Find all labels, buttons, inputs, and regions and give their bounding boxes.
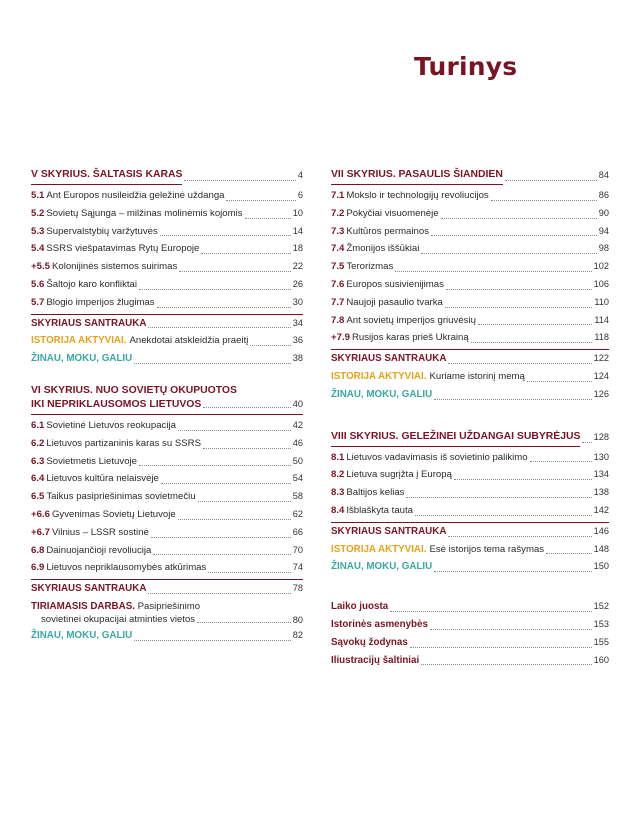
toc-left-column (31, 166, 303, 645)
appendix (331, 598, 609, 669)
summary-entry[interactable]: SKYRIAUS SANTRAUKA 122 (331, 353, 609, 365)
toc-entry[interactable]: 5.3 Supervalstybių varžytuvės 14 (31, 225, 303, 237)
aktyv-entry[interactable]: ISTORIJA AKTYVIAI. Anekdotai atskleidžia praeitį 36 (31, 335, 303, 347)
toc-entry[interactable]: 6.3 Sovietmetis Lietuvoje 50 (31, 455, 303, 467)
zinau-entry[interactable]: ŽINAU, MOKU, GALIU 150 (331, 561, 609, 573)
chapter-8 (331, 428, 609, 577)
chapter-6 (31, 384, 303, 645)
appendix-entry[interactable]: Istorinės asmenybės 153 (331, 618, 609, 630)
toc-right-column (331, 166, 609, 669)
toc-entry[interactable]: 6.8 Dainuojančioji revoliucija 70 (31, 544, 303, 556)
toc-entry[interactable]: 7.7 Naujoji pasaulio tvarka 110 (331, 296, 609, 308)
toc-entry[interactable]: 7.2 Pokyčiai visuomenėje 90 (331, 207, 609, 219)
chapter-heading[interactable]: V SKYRIUS. ŠALTASIS KARAS 4 (31, 166, 303, 185)
research-entry[interactable]: TIRIAMASIS DARBAS. Pasipriešinimo sovietinei okupacijai atminties vietos 80 (31, 600, 303, 625)
toc-entry[interactable]: 5.4 SSRS viešpatavimas Rytų Europoje 18 (31, 243, 303, 255)
toc-entry[interactable]: 8.3 Baltijos kelias 138 (331, 487, 609, 499)
zinau-entry[interactable]: ŽINAU, MOKU, GALIU 82 (31, 629, 303, 641)
toc-entry[interactable]: 7.3 Kultūros permainos 94 (331, 225, 609, 237)
toc-entry[interactable]: 6.9 Lietuvos nepriklausomybės atkūrimas 74 (31, 562, 303, 574)
toc-entry[interactable]: 7.5 Terorizmas 102 (331, 261, 609, 273)
toc-entry[interactable]: 5.6 Šaltojo karo konfliktai 26 (31, 278, 303, 290)
summary-entry[interactable]: SKYRIAUS SANTRAUKA 34 (31, 317, 303, 329)
zinau-entry[interactable]: ŽINAU, MOKU, GALIU 38 (31, 353, 303, 365)
toc-entry[interactable]: 8.1 Lietuvos vadavimasis iš sovietinio palikimo 130 (331, 451, 609, 463)
plus-icon: + (31, 261, 37, 273)
zinau-entry[interactable]: ŽINAU, MOKU, GALIU 126 (331, 388, 609, 400)
toc-entry[interactable]: 6.5 Taikus pasipriešinimas sovietmečiu 58 (31, 491, 303, 503)
plus-icon: + (31, 508, 37, 520)
toc-entry[interactable]: +7.9 Rusijos karas prieš Ukrainą 118 (331, 332, 609, 344)
toc-entry[interactable]: 5.2 Sovietų Sąjunga – milžinas molinėmis kojomis 10 (31, 207, 303, 219)
toc-entry[interactable]: 8.4 Išblaškyta tauta 142 (331, 504, 609, 516)
chapter-heading[interactable]: IKI NEPRIKLAUSOMOS LIETUVOS 40 (31, 398, 303, 410)
toc-entry[interactable]: +6.7 Vilnius – LSSR sostinė 66 (31, 526, 303, 538)
toc-entry[interactable]: 5.7 Blogio imperijos žlugimas 30 (31, 296, 303, 308)
toc-entry[interactable]: 8.2 Lietuva sugrįžta į Europą 134 (331, 469, 609, 481)
chapter-heading[interactable]: VII SKYRIUS. PASAULIS ŠIANDIEN 84 (331, 166, 609, 185)
aktyv-entry[interactable]: ISTORIJA AKTYVIAI. Kuriame istorinį memą 124 (331, 370, 609, 382)
toc-entry[interactable]: +6.6 Gyvenimas Sovietų Lietuvoje 62 (31, 508, 303, 520)
chapter-7 (331, 166, 609, 404)
appendix-entry[interactable]: Sąvokų žodynas 155 (331, 636, 609, 648)
toc-entry[interactable]: +5.5 Kolonijinės sistemos suirimas 22 (31, 261, 303, 273)
appendix-entry[interactable]: Iliustracijų šaltiniai 160 (331, 654, 609, 666)
plus-icon: + (331, 332, 337, 344)
toc-entry[interactable]: 6.1 Sovietinė Lietuvos reokupacija 42 (31, 419, 303, 431)
toc-entry[interactable]: 7.4 Žmonijos iššūkiai 98 (331, 243, 609, 255)
toc-entry[interactable]: 6.2 Lietuvos partizaninis karas su SSRS 46 (31, 437, 303, 449)
toc-entry[interactable]: 7.8 Ant sovietų imperijos griuvėsių 114 (331, 314, 609, 326)
aktyv-entry[interactable]: ISTORIJA AKTYVIAI. Esė istorijos tema rašymas 148 (331, 543, 609, 555)
toc-entry[interactable]: 6.4 Lietuvos kultūra nelaisvėje 54 (31, 473, 303, 485)
chapter-heading-line1[interactable]: VI SKYRIUS. NUO SOVIETŲ OKUPUOTOS (31, 384, 237, 396)
chapter-heading[interactable]: VIII SKYRIUS. GELEŽINEI UŽDANGAI SUBYRĖJUS 128 (331, 428, 609, 447)
toc-entry[interactable]: 5.1 Ant Europos nusileidžia geležinė uždanga 6 (31, 190, 303, 201)
chapter-5 (31, 166, 303, 368)
page-title: Turinys (414, 52, 518, 81)
appendix-entry[interactable]: Laiko juosta 152 (331, 601, 609, 613)
toc-entry[interactable]: 7.1 Mokslo ir technologijų revoliucijos 86 (331, 190, 609, 201)
plus-icon: + (31, 526, 37, 538)
summary-entry[interactable]: SKYRIAUS SANTRAUKA 78 (31, 583, 303, 595)
toc-entry[interactable]: 7.6 Europos susivienijimas 106 (331, 278, 609, 290)
summary-entry[interactable]: SKYRIAUS SANTRAUKA 146 (331, 525, 609, 537)
